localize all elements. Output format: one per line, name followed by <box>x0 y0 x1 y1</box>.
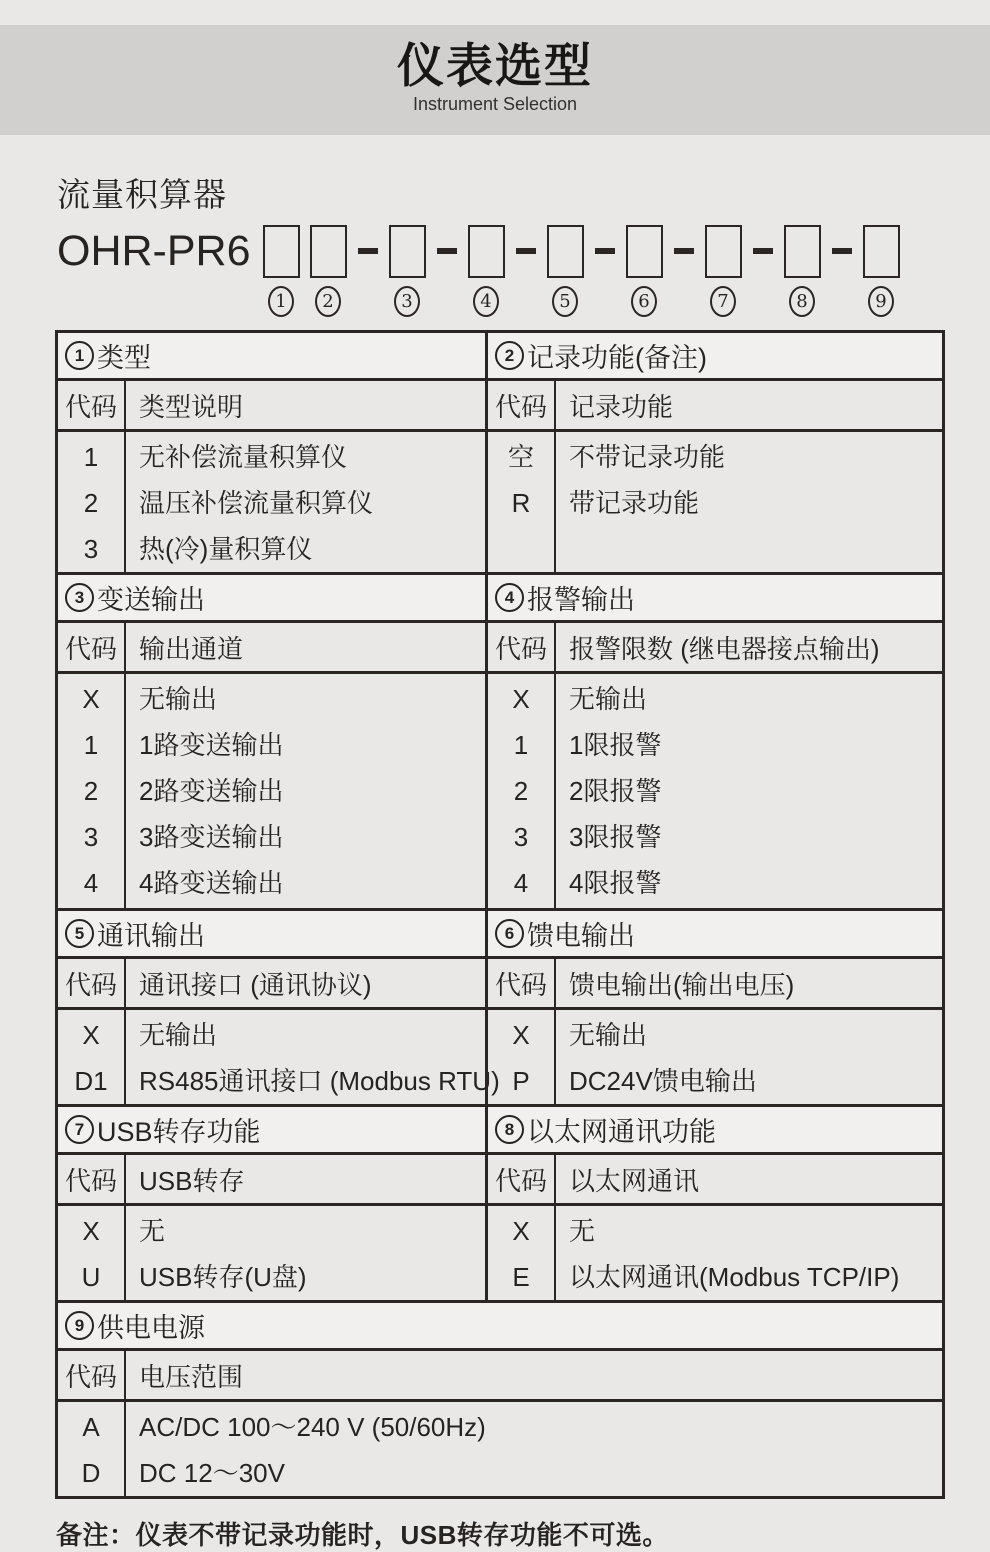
model-box <box>626 225 663 278</box>
desc-cell: 带记录功能 <box>569 488 700 518</box>
code-cell: 1 <box>83 730 99 760</box>
section-title: 报警输出 <box>527 585 635 615</box>
code-cell: X <box>512 684 530 714</box>
column-header-row <box>488 959 942 1010</box>
model-position-2 <box>310 225 347 317</box>
model-dash <box>595 248 615 254</box>
code-column <box>488 432 556 572</box>
desc-cell: RS485通讯接口 (Modbus RTU) <box>139 1066 500 1096</box>
desc-column-header: 以太网通讯 <box>569 1165 700 1196</box>
section-body <box>58 1206 485 1300</box>
desc-cell: DC 12～30V <box>139 1458 285 1488</box>
section-header <box>58 1107 485 1155</box>
section-number: 8 <box>495 1115 524 1144</box>
column-header-row <box>488 1155 942 1206</box>
code-column <box>58 1402 126 1496</box>
code-column <box>488 674 556 908</box>
desc-column <box>126 1402 942 1496</box>
column-header-row <box>58 381 485 432</box>
desc-column <box>556 432 942 572</box>
code-cell: 1 <box>513 730 529 760</box>
selection-table <box>55 330 945 1499</box>
section-title: 类型 <box>97 343 151 373</box>
section-title: 通讯输出 <box>97 921 205 951</box>
position-number: 8 <box>789 286 815 317</box>
code-cell: 3 <box>83 534 99 564</box>
code-cell: R <box>511 488 531 518</box>
model-dash <box>674 248 694 254</box>
section-body <box>58 432 485 572</box>
desc-cell: AC/DC 100～240 V (50/60Hz) <box>139 1412 486 1442</box>
code-cell: U <box>81 1262 101 1292</box>
desc-column-header: 记录功能 <box>569 391 674 422</box>
code-cell: 空 <box>507 442 534 472</box>
position-number: 9 <box>868 286 894 317</box>
column-header-row <box>488 381 942 432</box>
code-column-header: 代码 <box>58 1351 126 1399</box>
model-dash <box>753 248 773 254</box>
section-header <box>58 911 485 959</box>
code-column-header: 代码 <box>58 1155 126 1203</box>
section-s9 <box>58 1303 942 1496</box>
model-box <box>468 225 505 278</box>
section-header <box>488 1107 942 1155</box>
section-number: 9 <box>65 1311 94 1340</box>
section-header <box>488 333 942 381</box>
code-column-header: 代码 <box>488 1155 556 1203</box>
desc-cell: 4限报警 <box>569 868 662 898</box>
desc-cell: 1路变送输出 <box>139 730 284 760</box>
model-box <box>310 225 347 278</box>
model-box <box>547 225 584 278</box>
section-body <box>488 674 942 908</box>
desc-cell: DC24V馈电输出 <box>569 1066 757 1096</box>
code-cell: 1 <box>83 442 99 472</box>
column-header-row <box>58 623 485 674</box>
desc-cell: 3路变送输出 <box>139 822 284 852</box>
desc-cell: 无补偿流量积算仪 <box>139 442 348 472</box>
code-cell: X <box>82 684 100 714</box>
desc-cell: 无 <box>569 1216 596 1246</box>
position-number: 2 <box>315 286 341 317</box>
section-body <box>488 1206 942 1300</box>
desc-column-header: USB转存 <box>139 1165 245 1196</box>
code-cell: P <box>512 1066 530 1096</box>
column-header-row <box>58 1351 942 1402</box>
footnote: 备注：仪表不带记录功能时，USB转存功能不可选。 <box>56 1520 669 1550</box>
code-column-header: 代码 <box>58 959 126 1007</box>
code-cell: X <box>512 1020 530 1050</box>
code-cell: 3 <box>83 822 99 852</box>
code-column-header: 代码 <box>488 959 556 1007</box>
section-s1 <box>58 333 485 572</box>
desc-cell: 无输出 <box>569 684 648 714</box>
section-number: 2 <box>495 341 524 370</box>
section-header <box>488 575 942 623</box>
section-number: 7 <box>65 1115 94 1144</box>
position-number: 4 <box>473 286 499 317</box>
section-body <box>488 432 942 572</box>
code-cell: 4 <box>513 868 529 898</box>
section-number: 5 <box>65 919 94 948</box>
section-title: 馈电输出 <box>527 921 635 951</box>
code-cell: X <box>82 1216 100 1246</box>
model-position-7 <box>705 225 742 317</box>
section-s6 <box>485 911 942 1104</box>
table-block <box>58 572 942 908</box>
model-dash <box>358 248 378 254</box>
section-title: 以太网通讯功能 <box>527 1117 716 1147</box>
desc-column <box>556 674 942 908</box>
code-cell: 4 <box>83 868 99 898</box>
desc-cell: 4路变送输出 <box>139 868 284 898</box>
section-title: 变送输出 <box>97 585 205 615</box>
page-title: 仪表选型 <box>397 39 593 92</box>
model-box <box>863 225 900 278</box>
desc-cell: 无输出 <box>569 1020 648 1050</box>
code-cell: 2 <box>83 488 99 518</box>
code-cell: X <box>82 1020 100 1050</box>
desc-cell: 无输出 <box>139 684 218 714</box>
model-box <box>705 225 742 278</box>
desc-column <box>556 1010 942 1104</box>
code-cell: 3 <box>513 822 529 852</box>
model-code-line <box>57 225 990 317</box>
model-position-3 <box>389 225 426 317</box>
desc-cell: 3限报警 <box>569 822 662 852</box>
code-column-header: 代码 <box>58 623 126 671</box>
desc-column-header: 通讯接口 (通讯协议) <box>139 969 372 1000</box>
section-number: 3 <box>65 583 94 612</box>
model-position-6 <box>626 225 663 317</box>
model-prefix: OHR-PR6 <box>57 227 251 275</box>
section-number: 1 <box>65 341 94 370</box>
model-box <box>389 225 426 278</box>
desc-column <box>126 1206 485 1300</box>
code-column <box>58 1206 126 1300</box>
desc-column <box>126 432 485 572</box>
desc-column-header: 类型说明 <box>139 391 244 422</box>
section-number: 6 <box>495 919 524 948</box>
section-header <box>58 333 485 381</box>
model-position-4 <box>468 225 505 317</box>
model-dash <box>516 248 536 254</box>
product-name: 流量积算器 <box>57 176 227 213</box>
code-cell: X <box>512 1216 530 1246</box>
section-s4 <box>485 575 942 908</box>
section-header <box>488 911 942 959</box>
section-title: USB转存功能 <box>97 1117 261 1147</box>
code-column-header: 代码 <box>58 381 126 429</box>
desc-cell: 不带记录功能 <box>569 442 726 472</box>
desc-column-header: 电压范围 <box>139 1361 244 1392</box>
code-cell: A <box>82 1412 100 1442</box>
model-dash <box>832 248 852 254</box>
code-column-header: 代码 <box>488 623 556 671</box>
section-s2 <box>485 333 942 572</box>
desc-cell: 无 <box>139 1216 166 1246</box>
desc-column <box>126 1010 500 1104</box>
section-header <box>58 575 485 623</box>
table-block <box>58 908 942 1104</box>
desc-cell: 2限报警 <box>569 776 662 806</box>
product-section <box>57 169 990 317</box>
column-header-row <box>58 1155 485 1206</box>
table-block <box>58 1104 942 1300</box>
desc-cell: 以太网通讯(Modbus TCP/IP) <box>569 1262 900 1292</box>
section-body <box>58 1402 942 1496</box>
code-column-header: 代码 <box>488 381 556 429</box>
desc-column-header: 报警限数 (继电器接点输出) <box>569 633 880 664</box>
desc-cell: 无输出 <box>139 1020 218 1050</box>
column-header-row <box>488 623 942 674</box>
code-cell: E <box>512 1262 530 1292</box>
desc-cell: USB转存(U盘) <box>139 1262 307 1292</box>
desc-column <box>126 674 485 908</box>
code-column <box>58 432 126 572</box>
section-header <box>58 1303 942 1351</box>
section-s5 <box>58 911 500 1104</box>
table-block <box>58 1300 942 1496</box>
model-box <box>784 225 821 278</box>
section-body <box>488 1010 942 1104</box>
desc-cell: 温压补偿流量积算仪 <box>139 488 374 518</box>
table-block <box>58 333 942 572</box>
desc-cell: 1限报警 <box>569 730 662 760</box>
model-position-8 <box>784 225 821 317</box>
page-header-band <box>0 25 990 135</box>
code-cell: 2 <box>83 776 99 806</box>
section-body <box>58 1010 500 1104</box>
column-header-row <box>58 959 485 1010</box>
position-number: 3 <box>394 286 420 317</box>
desc-cell: 热(冷)量积算仪 <box>139 534 313 564</box>
page-subtitle: Instrument Selection <box>412 94 578 114</box>
section-number: 4 <box>495 583 524 612</box>
model-position-9 <box>863 225 900 317</box>
desc-column-header: 输出通道 <box>139 633 244 664</box>
code-cell: 2 <box>513 776 529 806</box>
code-column <box>488 1010 556 1104</box>
position-number: 7 <box>710 286 736 317</box>
section-s8 <box>485 1107 942 1300</box>
code-column <box>58 674 126 908</box>
position-number: 6 <box>631 286 657 317</box>
desc-column-header: 馈电输出(输出电压) <box>569 969 795 1000</box>
section-body <box>58 674 485 908</box>
code-cell: D <box>81 1458 101 1488</box>
model-position-5 <box>547 225 584 317</box>
position-number: 5 <box>552 286 578 317</box>
code-cell: D1 <box>74 1066 108 1096</box>
desc-cell: 2路变送输出 <box>139 776 284 806</box>
section-title: 记录功能(备注) <box>527 343 707 373</box>
section-s3 <box>58 575 485 908</box>
code-column <box>58 1010 126 1104</box>
position-number: 1 <box>268 286 294 317</box>
model-box <box>263 225 300 278</box>
code-column <box>488 1206 556 1300</box>
desc-column <box>556 1206 942 1300</box>
model-position-1 <box>263 225 300 317</box>
section-title: 供电电源 <box>97 1313 205 1343</box>
section-s7 <box>58 1107 485 1300</box>
model-dash <box>437 248 457 254</box>
